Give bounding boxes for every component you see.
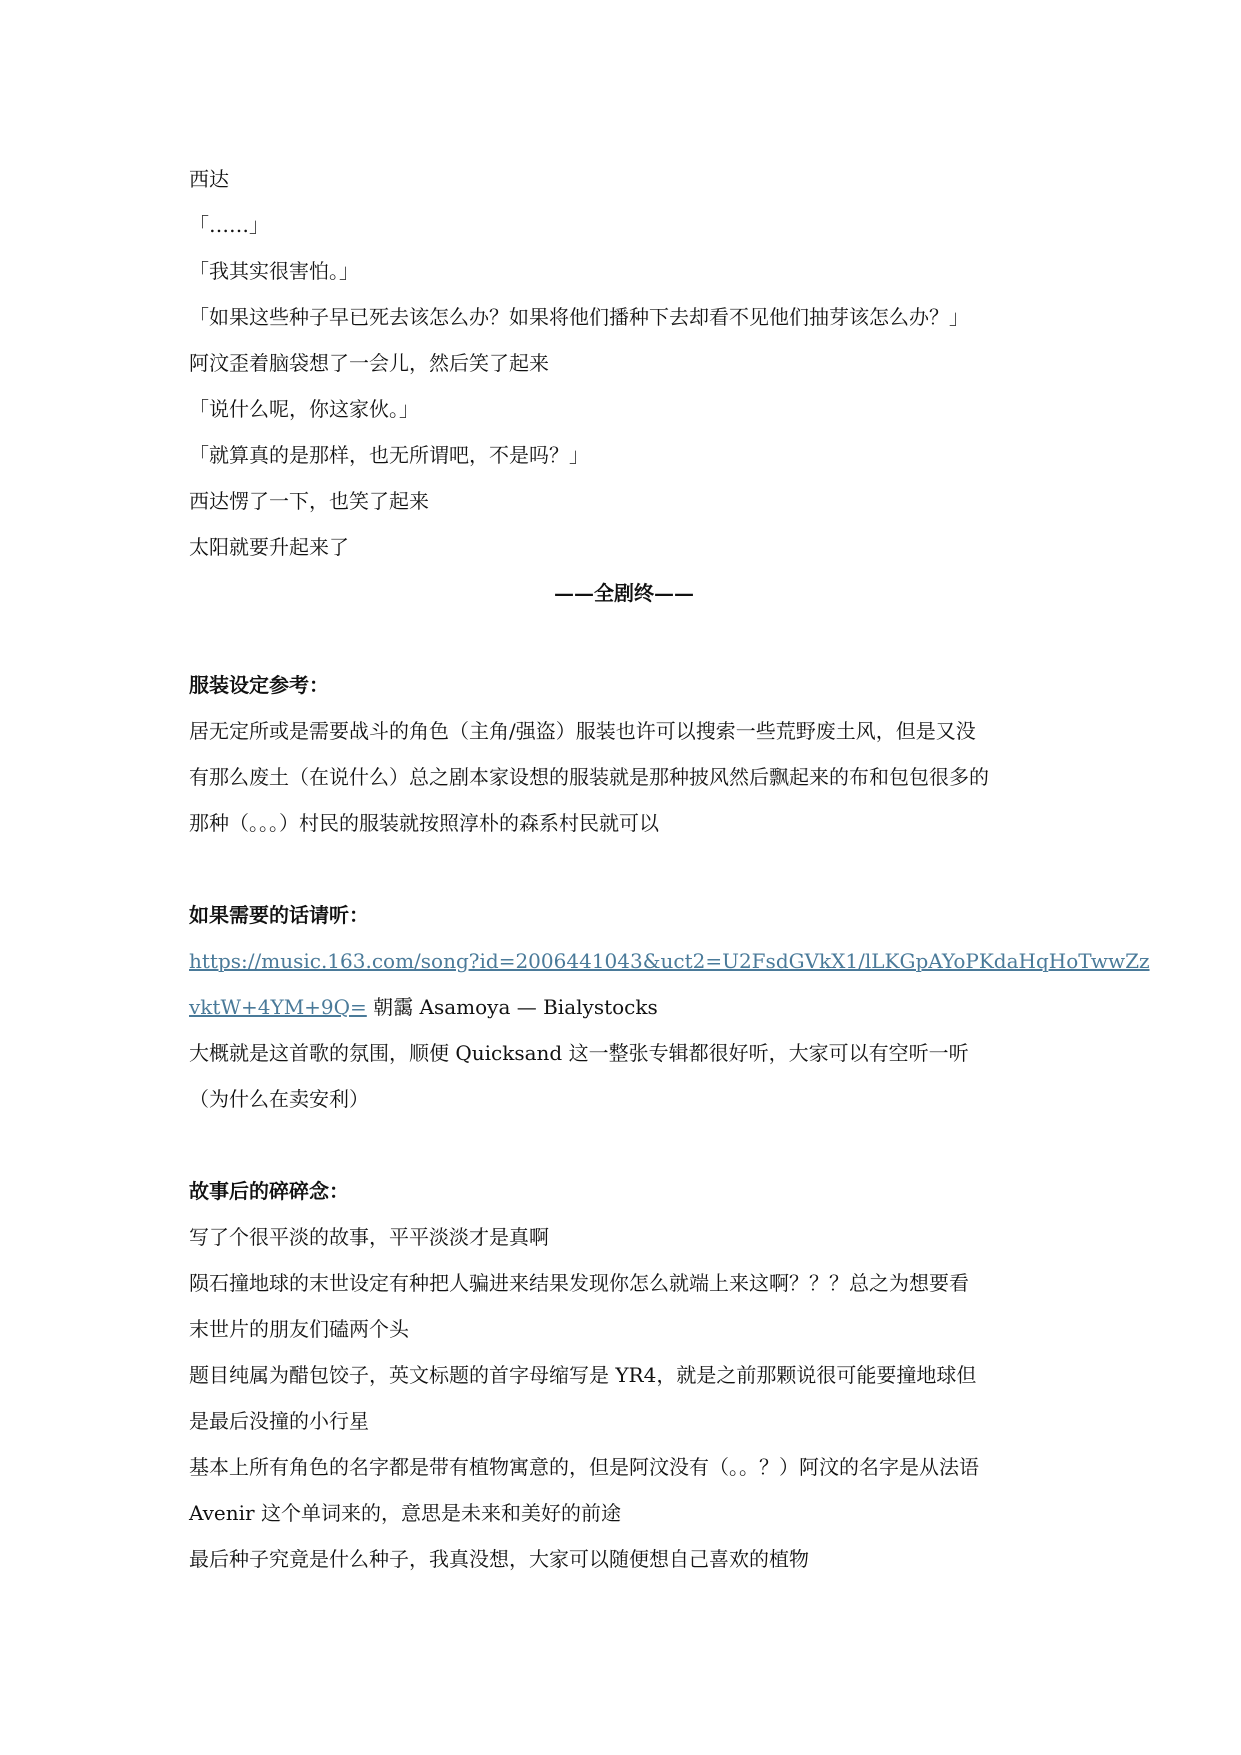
music-heading: 如果需要的话请听： — [189, 903, 369, 927]
story-line: 「就算真的是那样，也无所谓吧，不是吗？」 — [189, 443, 589, 467]
music-link-line — [189, 984, 1059, 1030]
music-link-line — [189, 938, 1150, 984]
costume-text-line: 那种（。。。）村民的服装就按照淳朴的森系村民就可以 — [189, 811, 659, 835]
afterword-text-line: 陨石撞地球的末世设定有种把人骗进来结果发现你怎么就端上来这啊？？？总之为想要看 — [189, 1271, 969, 1295]
afterword-text-line: 题目纯属为醋包饺子，英文标题的首字母缩写是 YR4，就是之前那颗说很可能要撞地球但 — [189, 1363, 977, 1387]
costume-text-line: 居无定所或是需要战斗的角色（主角/强盗）服装也许可以搜索一些荒野废土风，但是又没 — [189, 719, 976, 743]
afterword-text-line: 写了个很平淡的故事，平平淡淡才是真啊 — [189, 1225, 549, 1249]
story-line: 「……」 — [189, 213, 269, 237]
costume-text-line: 有那么废土（在说什么）总之剧本家设想的服装就是那种披风然后飘起来的布和包包很多的 — [189, 765, 989, 789]
story-line: 西达愣了一下，也笑了起来 — [189, 489, 429, 513]
story-line: 「如果这些种子早已死去该怎么办？如果将他们播种下去却看不见他们抽芽该怎么办？」 — [189, 305, 969, 329]
story-line: 「说什么呢，你这家伙。」 — [189, 397, 419, 421]
costume-heading: 服装设定参考： — [189, 673, 329, 697]
afterword-text-line: 最后种子究竟是什么种子，我真没想，大家可以随便想自己喜欢的植物 — [189, 1547, 809, 1571]
spacer — [189, 1122, 1059, 1168]
spacer — [189, 616, 1059, 662]
document-body — [189, 156, 1150, 1582]
end-marker: ——全剧终—— — [554, 581, 694, 605]
afterword-text-line: 末世片的朋友们磕两个头 — [189, 1317, 409, 1341]
afterword-text-line: 基本上所有角色的名字都是带有植物寓意的，但是阿汶没有（。。？）阿汶的名字是从法语 — [189, 1455, 979, 1479]
costume-section — [189, 662, 1059, 846]
story-line: 西达 — [189, 167, 229, 191]
story-line: 「我其实很害怕。」 — [189, 259, 359, 283]
story-ending-section — [189, 156, 1059, 616]
music-text-line: 大概就是这首歌的氛围，顺便 Quicksand 这一整张专辑都很好听，大家可以有空听一听 — [189, 1041, 969, 1065]
afterword-section — [189, 1168, 1059, 1582]
afterword-heading: 故事后的碎碎念： — [189, 1179, 349, 1203]
song-info: 朝靄 Asamoya — Bialystocks — [366, 995, 658, 1019]
story-line: 太阳就要升起来了 — [189, 535, 349, 559]
story-line: 阿汶歪着脑袋想了一会儿，然后笑了起来 — [189, 351, 549, 375]
music-text-line: （为什么在卖安利） — [189, 1087, 369, 1111]
afterword-text-line: 是最后没撞的小行星 — [189, 1409, 369, 1433]
music-link-part1[interactable]: https://music.163.com/song?id=2006441043&uct2=U2FsdGVkX1/lLKGpAYoPKdaHqHoTwwZz — [189, 949, 1150, 973]
spacer — [189, 846, 1059, 892]
music-section — [189, 892, 1150, 1122]
music-link-part2[interactable]: vktW+4YM+9Q= — [189, 995, 367, 1019]
afterword-text-line: Avenir 这个单词来的，意思是未来和美好的前途 — [189, 1501, 621, 1525]
